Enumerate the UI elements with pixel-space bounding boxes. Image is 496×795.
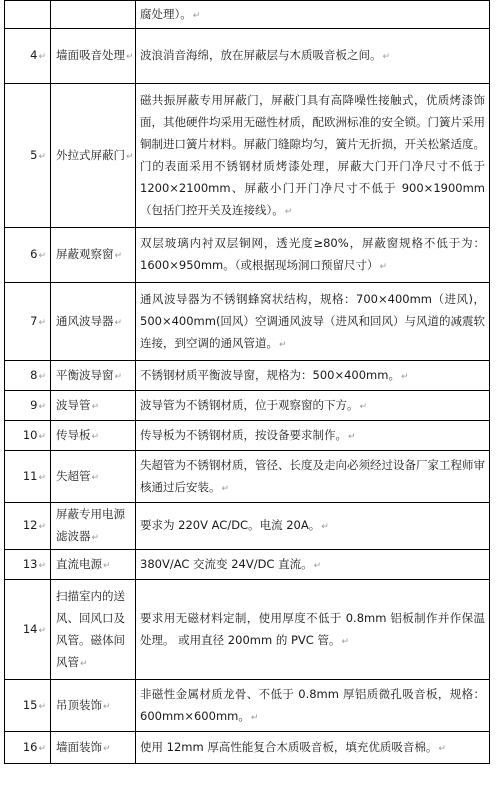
row-number-cell — [5, 283, 51, 361]
row-number: 9 — [30, 397, 38, 412]
row-description: 使用 12mm 厚高性能复合木质吸音板，填充优质吸音棉。 — [140, 739, 438, 754]
row-name: 扫描室内的送风、回风口及风管。磁体间风管 — [56, 588, 125, 669]
row-number: 6 — [30, 247, 38, 261]
table-row — [5, 84, 490, 228]
table-row — [5, 580, 490, 680]
row-number-cell — [5, 680, 51, 732]
row-name-cell — [51, 361, 136, 391]
paragraph-mark: ↵ — [114, 317, 123, 328]
paragraph-mark: ↵ — [38, 743, 46, 754]
row-name: 失超管 — [56, 468, 91, 483]
paragraph-mark: ↵ — [438, 743, 446, 754]
paragraph-mark: ↵ — [38, 317, 46, 328]
table-row — [5, 421, 490, 451]
paragraph-mark: ↵ — [38, 251, 46, 261]
row-description-cell — [136, 680, 490, 732]
row-description: 非磁性金属材质龙骨、不低于 0.8mm 厚铝质微孔吸音板，规格：600mm×600mm。 — [140, 686, 485, 723]
row-number: 5 — [30, 147, 38, 162]
table-row — [5, 391, 490, 421]
row-number-cell — [5, 84, 51, 228]
row-name-cell — [51, 503, 136, 550]
row-number-cell — [5, 391, 51, 421]
row-description: 失超管为不锈钢材质，管径、长度及走向必须经过设备厂家工程师审核通过后安装。 — [140, 457, 485, 494]
paragraph-mark: ↵ — [379, 262, 388, 272]
row-description-cell — [136, 550, 490, 580]
row-number: 10 — [22, 427, 38, 442]
row-name-cell — [51, 451, 136, 503]
paragraph-mark: ↵ — [91, 533, 100, 543]
row-number: 12 — [22, 518, 38, 532]
row-description-cell — [136, 451, 490, 503]
row-description-cell — [136, 732, 490, 764]
paragraph-mark: ↵ — [114, 251, 123, 261]
paragraph-mark: ↵ — [91, 431, 100, 442]
paragraph-mark: ↵ — [80, 658, 88, 669]
table-row — [5, 680, 490, 732]
row-number: 8 — [30, 367, 38, 382]
row-number-cell — [5, 421, 51, 451]
paragraph-mark: ↵ — [103, 701, 111, 712]
row-number: 4 — [30, 48, 38, 62]
row-description-cell — [136, 29, 490, 84]
row-description-cell — [136, 1, 490, 29]
table-row — [5, 732, 490, 764]
row-name-cell — [51, 580, 136, 680]
row-name: 外拉式屏蔽门 — [56, 147, 125, 162]
row-description-cell — [136, 84, 490, 228]
paragraph-mark: ↵ — [284, 206, 293, 217]
table-row — [5, 503, 490, 550]
paragraph-mark: ↵ — [313, 560, 322, 571]
row-number: 14 — [22, 621, 38, 636]
row-name: 波导管 — [56, 397, 91, 412]
paragraph-mark: ↵ — [38, 522, 46, 532]
row-description: 波浪消音海绵，放在屏蔽层与木质吸音板之间。 — [140, 48, 382, 62]
row-description-cell — [136, 228, 490, 283]
table-row — [5, 550, 490, 580]
row-name-cell — [51, 1, 136, 29]
row-name: 墙面装饰 — [56, 739, 102, 754]
paragraph-mark: ↵ — [126, 151, 134, 162]
row-description-cell — [136, 421, 490, 451]
spec-table — [4, 0, 490, 764]
row-name: 平衡波导窗 — [56, 367, 114, 382]
row-number: 15 — [22, 697, 38, 712]
paragraph-mark: ↵ — [114, 371, 123, 382]
row-name: 通风波导器 — [56, 313, 114, 328]
row-name-cell — [51, 421, 136, 451]
row-name: 传导板 — [56, 427, 91, 442]
paragraph-mark: ↵ — [38, 151, 46, 162]
paragraph-mark: ↵ — [359, 401, 368, 412]
row-number-cell — [5, 361, 51, 391]
paragraph-mark: ↵ — [38, 472, 46, 483]
row-number-cell — [5, 29, 51, 84]
row-name: 墙面吸音处理 — [56, 48, 125, 62]
paragraph-mark: ↵ — [38, 431, 46, 442]
row-description: 双层玻璃内衬双层铜网，透光度≥80%，屏蔽窗规格不低于为：1600×950mm。（或根据现场洞口预留尺寸） — [140, 236, 485, 272]
paragraph-mark: ↵ — [91, 401, 100, 412]
paragraph-mark: ↵ — [250, 712, 259, 723]
row-description-cell — [136, 580, 490, 680]
row-name-cell — [51, 283, 136, 361]
row-description: 要求用无磁材料定制，使用厚度不低于 0.8mm 铝板制作并作保温处理。 或用直径 200mm 的 PVC 管。 — [140, 610, 485, 647]
paragraph-mark: ↵ — [221, 483, 230, 494]
row-number: 13 — [22, 556, 38, 571]
row-description-cell — [136, 503, 490, 550]
row-name-cell — [51, 550, 136, 580]
row-name: 吊顶装饰 — [56, 697, 102, 712]
paragraph-mark: ↵ — [91, 472, 100, 483]
table-row — [5, 228, 490, 283]
row-description: 380V/AC 交流变 24V/DC 直流。 — [140, 556, 313, 571]
row-name-cell — [51, 228, 136, 283]
table-row-continued — [5, 1, 490, 29]
row-number-cell — [5, 580, 51, 680]
row-description-cell — [136, 391, 490, 421]
row-description: 通风波导器为不锈钢蜂窝状结构，规格：700×400mm（进风)，500×400mm(回风）空调通风波导（进风和回风）与风道的减震软连接，到空调的通风管道。 — [140, 291, 485, 350]
row-number: 11 — [22, 468, 38, 483]
row-name: 直流电源 — [56, 556, 102, 571]
table-row — [5, 283, 490, 361]
paragraph-mark: ↵ — [341, 636, 350, 647]
row-name: 屏蔽专用电源滤波器 — [56, 507, 125, 543]
row-description-cell — [136, 283, 490, 361]
row-number-cell — [5, 451, 51, 503]
row-name-cell — [51, 680, 136, 732]
row-number-cell — [5, 550, 51, 580]
paragraph-mark: ↵ — [38, 625, 46, 636]
row-number-cell — [5, 732, 51, 764]
row-number: 7 — [30, 313, 38, 328]
row-number-cell — [5, 1, 51, 29]
paragraph-mark: ↵ — [38, 560, 46, 571]
paragraph-mark: ↵ — [279, 339, 287, 350]
row-number-cell — [5, 228, 51, 283]
paragraph-mark: ↵ — [38, 701, 46, 712]
paragraph-mark: ↵ — [400, 371, 409, 382]
row-name-cell — [51, 732, 136, 764]
row-number: 16 — [22, 739, 38, 754]
table-row — [5, 451, 490, 503]
paragraph-mark: ↵ — [38, 52, 46, 62]
paragraph-mark: ↵ — [126, 52, 134, 62]
table-row — [5, 361, 490, 391]
row-number-cell — [5, 503, 51, 550]
paragraph-mark: ↵ — [103, 560, 111, 571]
row-description: 磁共振屏蔽专用屏蔽门，屏蔽门具有高降噪性接触式，优质烤漆饰面，其他硬件均采用无磁性材质，配欧洲标准的安全锁。门簧片采用铜制进口簧片材料。屏蔽门缝隙均匀，簧片无折损，开关松紧适度。门的表面采用不锈钢材质烤漆处理，屏蔽大门开门净尺寸不低于 1200×2100mm、屏蔽小门开门净尺寸不低于 900×1900mm（包括门控开关及连接线）。 — [140, 92, 485, 217]
paragraph-mark: ↵ — [38, 401, 46, 412]
row-name-cell — [51, 391, 136, 421]
row-name-cell — [51, 29, 136, 84]
row-description: 传导板为不锈钢材质，按设备要求制作。 — [140, 427, 347, 442]
paragraph-mark: ↵ — [192, 10, 201, 21]
row-description-cell — [136, 361, 490, 391]
table-row — [5, 29, 490, 84]
row-description: 腐处理）。 — [140, 6, 192, 21]
row-name-cell — [51, 84, 136, 228]
paragraph-mark: ↵ — [321, 522, 329, 532]
row-name: 屏蔽观察窗 — [56, 247, 114, 261]
row-description: 波导管为不锈钢材质，位于观察窗的下方。 — [140, 397, 359, 412]
row-description: 要求为 220V AC/DC。电流 20A。 — [140, 518, 321, 532]
paragraph-mark: ↵ — [348, 431, 356, 442]
paragraph-mark: ↵ — [38, 371, 46, 382]
paragraph-mark: ↵ — [382, 52, 391, 62]
row-description: 不锈钢材质平衡波导窗，规格为：500×400mm。 — [140, 367, 400, 382]
paragraph-mark: ↵ — [103, 743, 111, 754]
